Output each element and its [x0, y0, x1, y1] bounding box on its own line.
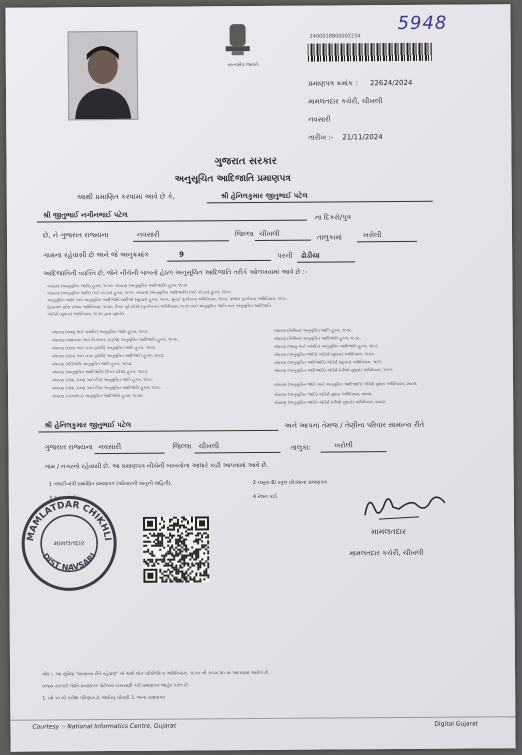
village-underline — [357, 241, 417, 242]
certificate-title: અનુસૂચિત આદિજાતિ પ્રમાણપત્ર — [174, 173, 291, 185]
order-right-6: બંધારણ (અનુસૂચિત આદિજાતિ) ઓર્ડર્સ (બીજો સુધારો) અધિનિયમ, ૧૯૯૧. — [273, 367, 394, 373]
order-left-3: બંધારણ (દાદરા અને નગર હવેલી) અનુસૂચિત જાતિ હુકમ, ૧૯૬૨. — [51, 344, 157, 351]
res-village-underline — [321, 451, 387, 452]
district-underline — [133, 240, 229, 242]
order-right-7: બંધારણ (અનુસૂચિત જાતિ અને અનુસૂચિત આદિજાતિ) ઓર્ડર્સ સુધારા અધિનિયમ, ૨૦૦૨. — [274, 380, 418, 387]
intro-text: આથી પ્રમાણિત કરવામાં આવે છે કે, — [76, 192, 175, 202]
order-right-8: બંધારણ (અનુસૂચિત જાતિ) ઓર્ડર્સ સુધારા અધિનિયમ, ૨૦૦૨. — [274, 391, 373, 397]
residence-tail: અને આપના તેમજ / તેણીના પરિવાર સામાન્ય રીતે — [284, 420, 425, 430]
taluka-label: તાલુકામાં — [316, 233, 343, 242]
order-intro-1: બંધારણ (અનુસૂચિત જાતિ) હુકમ, ૧૯૫૦. બંધારણ (અનુસૂચિત આદિજાતિ) હુકમ ૧૯૫૦ — [47, 282, 188, 289]
svg-text:MAMLATDAR CHIKHLI: MAMLATDAR CHIKHLI — [26, 500, 113, 542]
government-title: ગુજરાત સરકાર — [214, 155, 277, 168]
res-district-underline — [95, 453, 165, 454]
res-state: ગુજરાત રાજ્યના — [44, 443, 93, 452]
state-label: છે, ને ગુજરાત રાજ્યના — [42, 231, 109, 240]
taluka-name: ચીખલી — [258, 229, 280, 239]
district-name: નવસારી — [136, 230, 160, 239]
order-left-5: બંધારણ (પોંડિચેરી) અનુસૂચિત જાતિ હુકમ, ૧૯૬૪. — [51, 360, 133, 367]
basis-4: 4 રેશન કાર્ડ — [252, 493, 277, 501]
res-taluka: ચીખલી — [198, 442, 220, 451]
barcode-number: 2400018800002234 — [309, 33, 361, 40]
name-underline — [207, 201, 433, 204]
svg-text:મામલતદાર: મામલતદાર — [53, 539, 85, 548]
issue-line: ગામ / નગરનો રહેવાસી છે. આ પ્રમાણપત્ર નીચેની બાબતોના આધારે કાઢી આપવામાં આવે છે. — [44, 461, 269, 471]
order-intro-2: બંધારણ (અનુસૂચિત જાતિ) (પાર્ટ સ્ટેટ્સ) હુકમ, ૧૯૫૧. બંધારણ (અનુસૂચિત આદિજાતિ) (પાર્ટ સ્ટેટ્સ) હુકમ, ૧૯૫૧. — [47, 289, 232, 296]
order-right-1: બંધારણ (સિક્કિમ) અનુસૂચિત જાતિ હુકમ, ૧૯૭૮. — [273, 327, 353, 333]
village-name: ખરોલી — [362, 231, 382, 240]
order-left-9: બંધારણ (નાગાલેન્ડ) અનુસૂચિત આદિજાતિ હુકમ, ૧૯૭૦. — [52, 392, 144, 399]
district-top: નવસારી — [308, 115, 331, 124]
caste-name: ઢોડીયા — [301, 251, 320, 260]
parent-name: શ્રી જીતુભાઈ નગીનભાઈ પટેલ — [42, 210, 128, 220]
handwritten-number: 5948 — [397, 12, 448, 35]
cert-no: 22624/2024 — [369, 78, 413, 88]
basis-3: 3 આધાર કાર્ડ — [48, 495, 76, 502]
caste-pre: પરની — [277, 251, 293, 260]
village-label: ગામના રહેવાસી છે અને જે અનુક્રમાંક — [43, 250, 150, 260]
serial-underline — [167, 260, 271, 262]
order-right-2: બંધારણ (સિક્કિમ) અનુસૂચિત આદિજાતિ હુકમ, ૧૯૭૮. — [273, 335, 362, 341]
mamlatdar-seal — [19, 493, 120, 594]
res-taluka-label: તાલુકા: — [290, 443, 312, 452]
taluka-underline — [255, 240, 311, 241]
order-right-9: બંધારણ (અનુસૂચિત જાતિ) ઓર્ડર્સ (બીજો સુધારો) અધિનિયમ, ૨૦૦૨. — [274, 399, 387, 405]
order-left-1: બંધારણ (જમ્મુ અને કાશ્મીર) અનુસૂચિત જાતિ હુકમ, ૧૯૫૬. — [51, 328, 150, 335]
order-right-3: બંધારણ (જમ્મુ અને કાશ્મીર) અનુસૂચિત આદિજાતિ હુકમ, ૧૯૮૯. — [273, 343, 380, 349]
order-intro-5: ઓર્ડર્સ (સુધારા) અધિનિયમ, ૧૯૭૬ દ્વારા સુધારેલ — [47, 310, 125, 317]
person-name: શ્રી હેનિલકુમાર જીતુભાઈ પટેલ — [220, 191, 308, 201]
qr-code — [143, 516, 209, 582]
res-taluka-underline — [195, 452, 281, 454]
order-left-7: બંધારણ (ગોવા, દમણ અને દીવ) અનુસૂચિત જાતિ હુકમ, ૧૯૬૮. — [51, 376, 154, 383]
applicant-photo — [68, 31, 139, 120]
svg-text:DIST NAVSARI: DIST NAVSARI — [40, 551, 98, 573]
res-district-label: જિલ્લા — [172, 442, 192, 451]
date-label: તારીખ :- — [308, 133, 334, 142]
basis-2: 2 નમૂના 8/ સ્કૂલ છોડ્યાના પ્રમાણપત્ર — [252, 479, 327, 487]
footnote-2: રાજ્ય સરકારે જાતિ પ્રમાણપત્ર પોર્ટલમાં ચકાસણી કરી પ્રમાણપત્ર જાહેર કરેલ છે. — [42, 683, 190, 690]
res-district: નવસારી — [98, 442, 122, 452]
order-intro-3: અનુસૂચિત જાતિ અને અનુસૂચિત આદિજાતિ યાદીઓ (સુધારા) હુકમ, ૧૯૫૬. મુંબઈ પુનર્રચના અધિનિયમ, ૧૯૬૦, પંજાબ પુનર્રચના અધિનિયમ, ૧૯૬૬. — [47, 295, 288, 303]
emblem-caption: સત્યમેવ જયતે — [227, 62, 259, 69]
order-right-5: બંધારણ (અનુસૂચિત આદિજાતિ) ઓર્ડર્સ (સુધારા) અધિનિયમ, ૧૯૯૧. — [273, 359, 383, 365]
footnote-1: નોંધ :- આ સુવિધા "સામાન્ય રીતે રહેઠાણ" નો અર્થ લોક પ્રતિનિધિત્વ અધિનિયમ, ૧૯૫૦ ની કલમ ૨૦ માં આપવામાં આવેલ છે. — [42, 670, 270, 678]
certificate-page — [5, 4, 515, 752]
issue-date: 21/11/2024 — [342, 133, 383, 142]
cert-no-label: પ્રમાણપત્ર ક્રમાંક : — [307, 79, 358, 88]
barcode — [308, 43, 432, 62]
footer-brand: Digital Gujarat — [434, 720, 479, 728]
order-left-8: બંધારણ (ગોવા, દમણ અને દીવ) અનુસૂચિત આદિજાતિ હુકમ, ૧૯૬૮. — [52, 384, 162, 391]
signature — [359, 489, 449, 526]
district-label: જિલ્લા — [234, 230, 254, 239]
footnote-3: 1. વર્ષ ૧૦ મી પરીક્ષા પરિણામ 2. જાતિનું નોંધણી 3. જન્મ પ્રમાણપત્ર — [42, 695, 166, 702]
order-left-6: બંધારણ (અનુસૂચિત આદિજાતિ) (ઉત્તર પ્રદેશ) હુકમ, ૧૯૬૭. — [51, 368, 149, 375]
footer-credit: Courtesy :- National Informatics Centre, Gujarat — [32, 722, 177, 731]
residence-name: શ્રી હેનિલકુમાર જીતુભાઈ પટેલ — [44, 420, 132, 430]
order-left-4: બંધારણ (દાદરા અને નગર હવેલી) અનુસૂચિત આદિજાતિ હુકમ, ૧૯૬૨. — [51, 352, 165, 359]
basis-1: 1 તલાટી-મંત્રી પ્રમાણિત પ્રમાણપત્ર (પરિવારની વસ્તુની માહિતી). — [48, 480, 173, 488]
order-right-4: બંધારણ (અનુસૂચિત જાતિ) ઓર્ડર્સ (સુધારા) અધિનિયમ, ૧૯૯૦. — [273, 351, 375, 357]
signatory-office: મામલતદાર કચેરી, ચીખલી — [349, 548, 424, 558]
serial-number: 9 — [179, 250, 185, 259]
order-intro-4: હિમાચલ પ્રદેશ રાજ્ય અધિનિયમ, ૧૯૭૦, ઉત્તર પૂર્વ પ્રદેશો (પુનર્રચના) અધિનિયમ, ૧૯૭૧ અને અનુસૂચિત જાતિ અને અનુસૂચિત આદિજાતિ — [47, 302, 272, 310]
res-village: ખરોલી — [334, 441, 353, 450]
order-left-2: બંધારણ (આંદામાન અને નિકોબાર ટાપુઓ) અનુસૂચિત આદિજાતિ હુકમ, ૧૯૫૯. — [51, 336, 179, 343]
recognition-line: આદિજાતિની વ્યક્તિ છે, જેને નીચેની બાબતો હેઠળ અનુસૂચિત આદિજાતિ તરીકે ઓળખવામાં આવે છે :- — [43, 267, 307, 278]
signatory-title: મામલતદાર — [371, 526, 407, 537]
issuing-office: મામલતદાર કચેરી, ચીખલી — [308, 97, 383, 106]
son-of-label: ના દિકરો/પુત્ર — [314, 213, 352, 222]
caste-underline — [297, 261, 355, 262]
